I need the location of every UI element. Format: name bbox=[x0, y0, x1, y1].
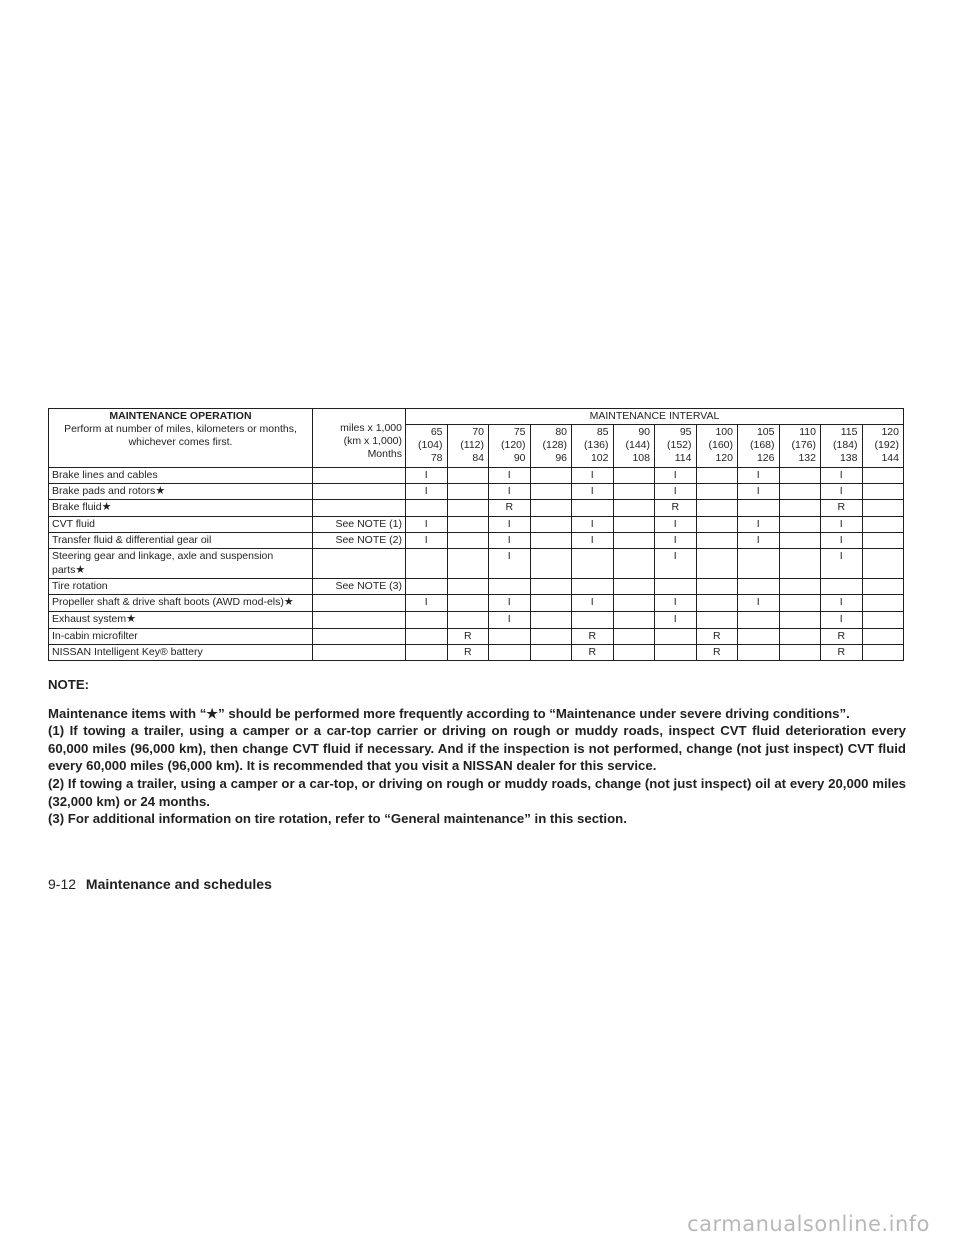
interval-months-value: 96 bbox=[555, 452, 567, 465]
interval-mark-cell bbox=[489, 579, 531, 595]
interval-header-cell bbox=[696, 425, 738, 467]
interval-mark-cell: I bbox=[738, 467, 780, 483]
interval-mark-cell bbox=[613, 500, 655, 517]
item-name-cell bbox=[49, 612, 313, 629]
note-severe-conditions: Maintenance items with “★” should be performed more frequently according to “Maintenance under severe driving conditions”. bbox=[48, 705, 850, 721]
interval-mark-cell bbox=[696, 549, 738, 579]
interval-mark-cell: I bbox=[821, 467, 863, 483]
interval-mark-cell bbox=[447, 517, 489, 533]
item-name-cell bbox=[49, 517, 313, 533]
table-row bbox=[49, 628, 904, 644]
interval-mark-cell: I bbox=[406, 467, 448, 483]
table-row bbox=[49, 595, 904, 612]
interval-mark-cell bbox=[447, 533, 489, 549]
interval-mark-cell bbox=[655, 579, 697, 595]
interval-mark-cell: I bbox=[655, 517, 697, 533]
interval-km-value: (120) bbox=[500, 439, 526, 452]
interval-mark-cell bbox=[738, 645, 780, 661]
interval-mark-cell: I bbox=[572, 595, 614, 612]
interval-miles-value: 115 bbox=[840, 426, 858, 439]
interval-miles-value: 80 bbox=[555, 426, 567, 439]
interval-mark-cell bbox=[862, 517, 904, 533]
interval-mark-cell bbox=[530, 628, 572, 644]
interval-mark-cell bbox=[862, 628, 904, 644]
interval-mark-cell: I bbox=[738, 517, 780, 533]
star-icon: ★ bbox=[101, 501, 112, 514]
interval-months-value: 90 bbox=[513, 452, 526, 465]
item-name: Brake lines and cables bbox=[52, 468, 158, 481]
interval-mark-cell bbox=[489, 645, 531, 661]
interval-mark-cell bbox=[572, 549, 614, 579]
interval-mark-cell bbox=[862, 533, 904, 549]
interval-mark-cell: R bbox=[821, 628, 863, 644]
interval-mark-cell bbox=[613, 533, 655, 549]
item-note-cell: See NOTE (1) bbox=[313, 517, 406, 533]
item-name-cell bbox=[49, 467, 313, 483]
operation-header-title: MAINTENANCE OPERATION bbox=[109, 410, 252, 422]
interval-mark-cell: I bbox=[655, 533, 697, 549]
interval-mark-cell: I bbox=[489, 595, 531, 612]
interval-mark-cell: R bbox=[696, 628, 738, 644]
interval-mark-cell: I bbox=[655, 612, 697, 629]
interval-mark-cell bbox=[530, 612, 572, 629]
interval-mark-cell bbox=[696, 533, 738, 549]
item-name: Transfer fluid & differential gear oil bbox=[52, 534, 212, 547]
interval-mark-cell bbox=[447, 612, 489, 629]
item-name: Propeller shaft & drive shaft boots (AWD mod-els) bbox=[52, 596, 284, 609]
item-note-cell bbox=[313, 500, 406, 517]
interval-mark-cell: I bbox=[821, 549, 863, 579]
interval-mark-cell bbox=[738, 500, 780, 517]
note-2-gear-oil: (2) If towing a trailer, using a camper or a car-top, or driving on rough or muddy roads, change (not just inspect) oil at every 20,000 miles (32,000 km) or 24 months. bbox=[48, 775, 906, 809]
notes-section bbox=[48, 676, 906, 828]
operation-header-subtitle: Perform at number of miles, kilometers or months, whichever comes first. bbox=[64, 423, 297, 449]
units-miles-label: miles x 1,000 bbox=[340, 421, 402, 434]
maintenance-items bbox=[49, 467, 904, 661]
interval-mark-cell: I bbox=[821, 612, 863, 629]
interval-km-value: (192) bbox=[874, 439, 899, 452]
interval-months-value: 126 bbox=[756, 452, 775, 465]
item-name-cell bbox=[49, 645, 313, 661]
interval-mark-cell: I bbox=[489, 612, 531, 629]
interval-mark-cell bbox=[655, 645, 697, 661]
interval-mark-cell bbox=[862, 595, 904, 612]
interval-km-value: (128) bbox=[542, 439, 567, 452]
interval-mark-cell bbox=[696, 500, 738, 517]
interval-mark-cell bbox=[738, 579, 780, 595]
item-name-cell bbox=[49, 595, 313, 612]
interval-months-value: 144 bbox=[881, 452, 899, 465]
interval-header-cell bbox=[779, 425, 821, 467]
interval-mark-cell bbox=[821, 579, 863, 595]
interval-mark-cell bbox=[779, 517, 821, 533]
note-1-cvt-fluid: (1) If towing a trailer, using a camper or a car-top carrier or driving on rough or muddy roads, inspect CVT fluid deterioration every 60,000 miles (96,000 km), then change CVT fluid if necessary. And if the inspection is not performed, change (not just inspect) CVT fluid every 60,000 miles (96,000 km). It is recommended that you visit a NISSAN dealer for this service. bbox=[48, 723, 906, 774]
interval-miles-value: 65 bbox=[430, 426, 443, 439]
interval-mark-cell: I bbox=[406, 533, 448, 549]
interval-mark-cell: I bbox=[406, 595, 448, 612]
interval-mark-cell bbox=[447, 579, 489, 595]
item-name: In-cabin microfilter bbox=[52, 629, 138, 642]
interval-mark-cell bbox=[738, 628, 780, 644]
interval-mark-cell bbox=[862, 612, 904, 629]
interval-mark-cell bbox=[779, 595, 821, 612]
interval-header-cell bbox=[738, 425, 780, 467]
interval-mark-cell bbox=[530, 549, 572, 579]
interval-mark-cell: I bbox=[406, 517, 448, 533]
item-name-cell bbox=[49, 549, 313, 579]
interval-km-value: (160) bbox=[708, 439, 733, 452]
interval-mark-cell bbox=[779, 579, 821, 595]
interval-mark-cell bbox=[862, 483, 904, 500]
interval-mark-cell: R bbox=[447, 628, 489, 644]
interval-mark-cell: I bbox=[489, 467, 531, 483]
interval-mark-cell: R bbox=[821, 645, 863, 661]
table-row bbox=[49, 517, 904, 533]
interval-mark-cell: I bbox=[489, 517, 531, 533]
interval-miles-value: 70 bbox=[472, 426, 484, 439]
interval-mark-cell bbox=[406, 579, 448, 595]
interval-mark-cell: I bbox=[655, 483, 697, 500]
table-row bbox=[49, 645, 904, 661]
interval-mark-cell: I bbox=[572, 483, 614, 500]
table-row bbox=[49, 467, 904, 483]
item-name-cell bbox=[49, 579, 313, 595]
interval-mark-cell: R bbox=[447, 645, 489, 661]
interval-mark-cell bbox=[530, 579, 572, 595]
interval-mark-cell bbox=[696, 579, 738, 595]
interval-miles-value: 75 bbox=[513, 426, 526, 439]
interval-months-value: 84 bbox=[472, 452, 484, 465]
section-title: Maintenance and schedules bbox=[85, 876, 272, 892]
interval-mark-cell bbox=[572, 579, 614, 595]
interval-mark-cell bbox=[613, 517, 655, 533]
units-km-label: (km x 1,000) bbox=[343, 434, 402, 447]
table-header-row bbox=[49, 409, 904, 425]
interval-km-value: (104) bbox=[417, 439, 443, 452]
interval-mark-cell bbox=[779, 628, 821, 644]
interval-mark-cell: R bbox=[821, 500, 863, 517]
interval-mark-cell bbox=[447, 467, 489, 483]
item-note-cell bbox=[313, 549, 406, 579]
item-name-cell bbox=[49, 533, 313, 549]
interval-header-cell bbox=[862, 425, 904, 467]
interval-mark-cell bbox=[779, 533, 821, 549]
interval-mark-cell bbox=[862, 645, 904, 661]
interval-mark-cell bbox=[613, 467, 655, 483]
interval-mark-cell bbox=[530, 517, 572, 533]
interval-mark-cell: I bbox=[655, 595, 697, 612]
interval-mark-cell bbox=[613, 645, 655, 661]
item-name-cell bbox=[49, 500, 313, 517]
interval-mark-cell: I bbox=[406, 483, 448, 500]
maintenance-schedule-table bbox=[48, 408, 904, 661]
interval-km-value: (168) bbox=[749, 439, 775, 452]
interval-mark-cell: I bbox=[738, 483, 780, 500]
interval-mark-cell: I bbox=[572, 517, 614, 533]
star-icon: ★ bbox=[155, 484, 166, 497]
table-row bbox=[49, 579, 904, 595]
interval-mark-cell: R bbox=[572, 645, 614, 661]
watermark-logo: carmanualsonline.info bbox=[687, 1212, 930, 1236]
interval-mark-cell: I bbox=[821, 533, 863, 549]
interval-mark-cell bbox=[779, 483, 821, 500]
interval-header-cell bbox=[489, 425, 531, 467]
table-row bbox=[49, 549, 904, 579]
units-months-label: Months bbox=[367, 447, 402, 460]
interval-miles-value: 85 bbox=[596, 426, 609, 439]
interval-miles-value: 105 bbox=[756, 426, 775, 439]
interval-months-value: 114 bbox=[674, 452, 692, 465]
interval-mark-cell: R bbox=[489, 500, 531, 517]
interval-miles-value: 95 bbox=[679, 426, 692, 439]
interval-mark-cell bbox=[738, 612, 780, 629]
table-row bbox=[49, 533, 904, 549]
interval-months-value: 120 bbox=[715, 452, 733, 465]
interval-mark-cell bbox=[738, 549, 780, 579]
item-note-cell bbox=[313, 483, 406, 500]
interval-mark-cell bbox=[406, 612, 448, 629]
interval-mark-cell: I bbox=[655, 467, 697, 483]
interval-mark-cell bbox=[696, 467, 738, 483]
interval-mark-cell bbox=[572, 500, 614, 517]
interval-header-cell bbox=[530, 425, 572, 467]
interval-mark-cell bbox=[406, 645, 448, 661]
interval-mark-cell bbox=[779, 500, 821, 517]
interval-mark-cell bbox=[862, 467, 904, 483]
interval-mark-cell bbox=[696, 483, 738, 500]
interval-mark-cell bbox=[530, 483, 572, 500]
units-header-cell bbox=[313, 409, 406, 468]
table-row bbox=[49, 612, 904, 629]
page-footer bbox=[48, 876, 272, 892]
interval-mark-cell bbox=[613, 628, 655, 644]
item-name-cell bbox=[49, 628, 313, 644]
operation-header-cell bbox=[49, 409, 313, 468]
interval-mark-cell bbox=[613, 579, 655, 595]
interval-mark-cell bbox=[862, 549, 904, 579]
interval-mark-cell: I bbox=[489, 533, 531, 549]
item-name: CVT fluid bbox=[52, 518, 95, 531]
item-name: NISSAN Intelligent Key® battery bbox=[52, 646, 203, 658]
interval-header-cell bbox=[572, 425, 614, 467]
item-note-cell bbox=[313, 612, 406, 629]
interval-mark-cell bbox=[779, 549, 821, 579]
item-note-cell bbox=[313, 467, 406, 483]
interval-mark-cell: I bbox=[572, 533, 614, 549]
interval-mark-cell: R bbox=[696, 645, 738, 661]
interval-km-value: (112) bbox=[460, 439, 484, 452]
star-icon: ★ bbox=[126, 613, 136, 626]
interval-mark-cell: I bbox=[738, 595, 780, 612]
interval-miles-value: 100 bbox=[715, 426, 733, 439]
notes-title: NOTE: bbox=[48, 677, 90, 692]
interval-mark-cell bbox=[696, 612, 738, 629]
interval-header-cell bbox=[655, 425, 697, 467]
interval-mark-cell bbox=[862, 500, 904, 517]
item-note-cell bbox=[313, 628, 406, 644]
interval-mark-cell: R bbox=[572, 628, 614, 644]
interval-mark-cell bbox=[613, 483, 655, 500]
item-name: Steering gear and linkage, axle and suspension parts bbox=[52, 550, 274, 576]
item-name: Exhaust system bbox=[52, 613, 127, 626]
interval-mark-cell bbox=[779, 467, 821, 483]
interval-mark-cell bbox=[447, 500, 489, 517]
interval-km-value: (144) bbox=[625, 439, 650, 452]
interval-mark-cell: I bbox=[489, 549, 531, 579]
interval-mark-cell bbox=[530, 645, 572, 661]
interval-header-cell bbox=[406, 425, 448, 467]
interval-km-value: (152) bbox=[666, 439, 692, 452]
item-name: Brake fluid bbox=[52, 501, 102, 514]
item-name: Brake pads and rotors bbox=[52, 484, 156, 497]
interval-mark-cell bbox=[406, 628, 448, 644]
interval-mark-cell: R bbox=[655, 500, 697, 517]
interval-mark-cell bbox=[447, 483, 489, 500]
interval-mark-cell bbox=[406, 549, 448, 579]
interval-header-title: MAINTENANCE INTERVAL bbox=[406, 409, 904, 425]
star-icon: ★ bbox=[75, 563, 86, 576]
interval-mark-cell bbox=[530, 500, 572, 517]
interval-mark-cell bbox=[447, 549, 489, 579]
interval-mark-cell bbox=[696, 595, 738, 612]
interval-mark-cell: I bbox=[821, 483, 863, 500]
interval-miles-value: 110 bbox=[799, 426, 816, 439]
interval-km-value: (184) bbox=[832, 439, 858, 452]
interval-mark-cell bbox=[696, 517, 738, 533]
interval-mark-cell bbox=[406, 500, 448, 517]
interval-mark-cell: I bbox=[489, 483, 531, 500]
interval-months-value: 132 bbox=[798, 452, 816, 465]
interval-mark-cell bbox=[613, 612, 655, 629]
interval-mark-cell: I bbox=[738, 533, 780, 549]
table-row bbox=[49, 483, 904, 500]
interval-mark-cell: I bbox=[655, 549, 697, 579]
interval-mark-cell: I bbox=[572, 467, 614, 483]
interval-mark-cell bbox=[530, 467, 572, 483]
interval-mark-cell bbox=[530, 595, 572, 612]
interval-mark-cell bbox=[489, 628, 531, 644]
item-name-cell bbox=[49, 483, 313, 500]
interval-header-cell bbox=[821, 425, 863, 467]
interval-mark-cell bbox=[613, 549, 655, 579]
interval-mark-cell bbox=[613, 595, 655, 612]
item-note-cell: See NOTE (3) bbox=[313, 579, 406, 595]
interval-mark-cell: I bbox=[821, 517, 863, 533]
interval-header-cell bbox=[613, 425, 655, 467]
interval-months-value: 108 bbox=[632, 452, 650, 465]
interval-mark-cell: I bbox=[821, 595, 863, 612]
interval-months-value: 138 bbox=[839, 452, 858, 465]
interval-miles-value: 120 bbox=[881, 426, 899, 439]
interval-mark-cell bbox=[862, 579, 904, 595]
table-row bbox=[49, 500, 904, 517]
note-3-tire-rotation: (3) For additional information on tire rotation, refer to “General maintenance” in this section. bbox=[48, 811, 627, 827]
interval-mark-cell bbox=[779, 612, 821, 629]
interval-mark-cell bbox=[530, 533, 572, 549]
interval-km-value: (136) bbox=[583, 439, 609, 452]
interval-months-value: 78 bbox=[430, 452, 443, 465]
interval-mark-cell bbox=[655, 628, 697, 644]
interval-miles-value: 90 bbox=[638, 426, 650, 439]
item-note-cell bbox=[313, 595, 406, 612]
interval-km-value: (176) bbox=[791, 439, 816, 452]
interval-mark-cell bbox=[779, 645, 821, 661]
page-number: 9-12 bbox=[48, 876, 77, 892]
star-icon: ★ bbox=[283, 596, 294, 609]
interval-header-cell bbox=[447, 425, 489, 467]
interval-mark-cell bbox=[447, 595, 489, 612]
item-note-cell: See NOTE (2) bbox=[313, 533, 406, 549]
interval-months-value: 102 bbox=[590, 452, 609, 465]
item-note-cell bbox=[313, 645, 406, 661]
interval-mark-cell bbox=[572, 612, 614, 629]
item-name: Tire rotation bbox=[52, 580, 108, 593]
